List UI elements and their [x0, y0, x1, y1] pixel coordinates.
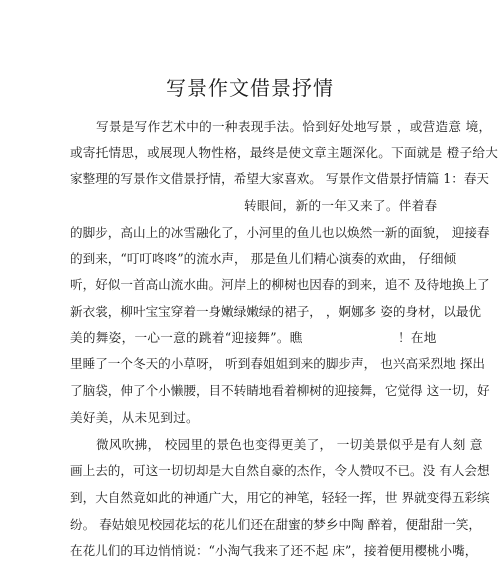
paragraph-line: 新衣裳，柳叶宝宝穿着一身嫩绿嫩绿的裙子， ，婀娜多 姿的身材，以最优: [70, 304, 482, 319]
paragraph-line: 家整理的写景作文借景抒情，希望大家喜欢。 写景作文借景抒情篇 1：春天: [70, 171, 490, 186]
paragraph-line: 在花儿们的耳边悄悄说：“小淘气我来了还不起 床”，接着便用樱桃小嘴，: [70, 543, 478, 558]
paragraph-line: 美的舞姿，一心一意的跳着“迎接舞”。瞧: [70, 330, 303, 345]
paragraph-line: 或寄托情思，或展现人物性格，最终是使文章主题深化。下面就是 橙子给大: [70, 145, 499, 160]
paragraph-line: 里睡了一个冬天的小草呀， 听到春姐姐到来的脚步声， 也兴高采烈地 探出: [70, 356, 486, 371]
paragraph-line: 美好美，从未见到过。: [70, 410, 199, 425]
paragraph-line: 了脑袋，伸了个小懒腰，目不转睛地看着柳树的迎接舞，它觉得 这一切，好: [70, 383, 490, 398]
paragraph-line: 转眼间，新的一年又来了。伴着春: [244, 198, 438, 213]
document-title: 写景作文借景抒情: [166, 76, 334, 100]
paragraph-line: 微风吹拂， 校园里的景色也变得更美了， 一切美景似乎是有人刻 意: [96, 437, 483, 452]
paragraph-line: 到，大自然竟如此的神通广大，用它的神笔，轻轻一挥，世 界就变得五彩缤: [70, 490, 490, 505]
paragraph-line: 写景是写作艺术中的一种表现手法。恰到好处地写景 ，或营造意 境，: [96, 119, 492, 134]
paragraph-line: 的到来，“叮叮咚咚”的流水声， 那是鱼儿们精心演奏的欢曲， 仔细倾: [70, 251, 457, 266]
paragraph-line: ！在地: [398, 330, 437, 345]
paragraph-line: 画上去的，可这一切切却是大自然自豪的杰作，令人赞叹不已。没 有人会想: [70, 463, 490, 478]
paragraph-line: 听，好似一首高山流水曲。河岸上的柳树也因春的到来，追不 及待地换上了: [70, 277, 490, 292]
paragraph-line: 的脚步，高山上的冰雪融化了，小河里的鱼儿也以焕然一新的面貌， 迎接春: [70, 225, 490, 240]
paragraph-line: 纷。 春姑娘见校园花坛的花儿们还在甜蜜的梦乡中陶 醉着，便甜甜一笑，: [70, 517, 482, 532]
